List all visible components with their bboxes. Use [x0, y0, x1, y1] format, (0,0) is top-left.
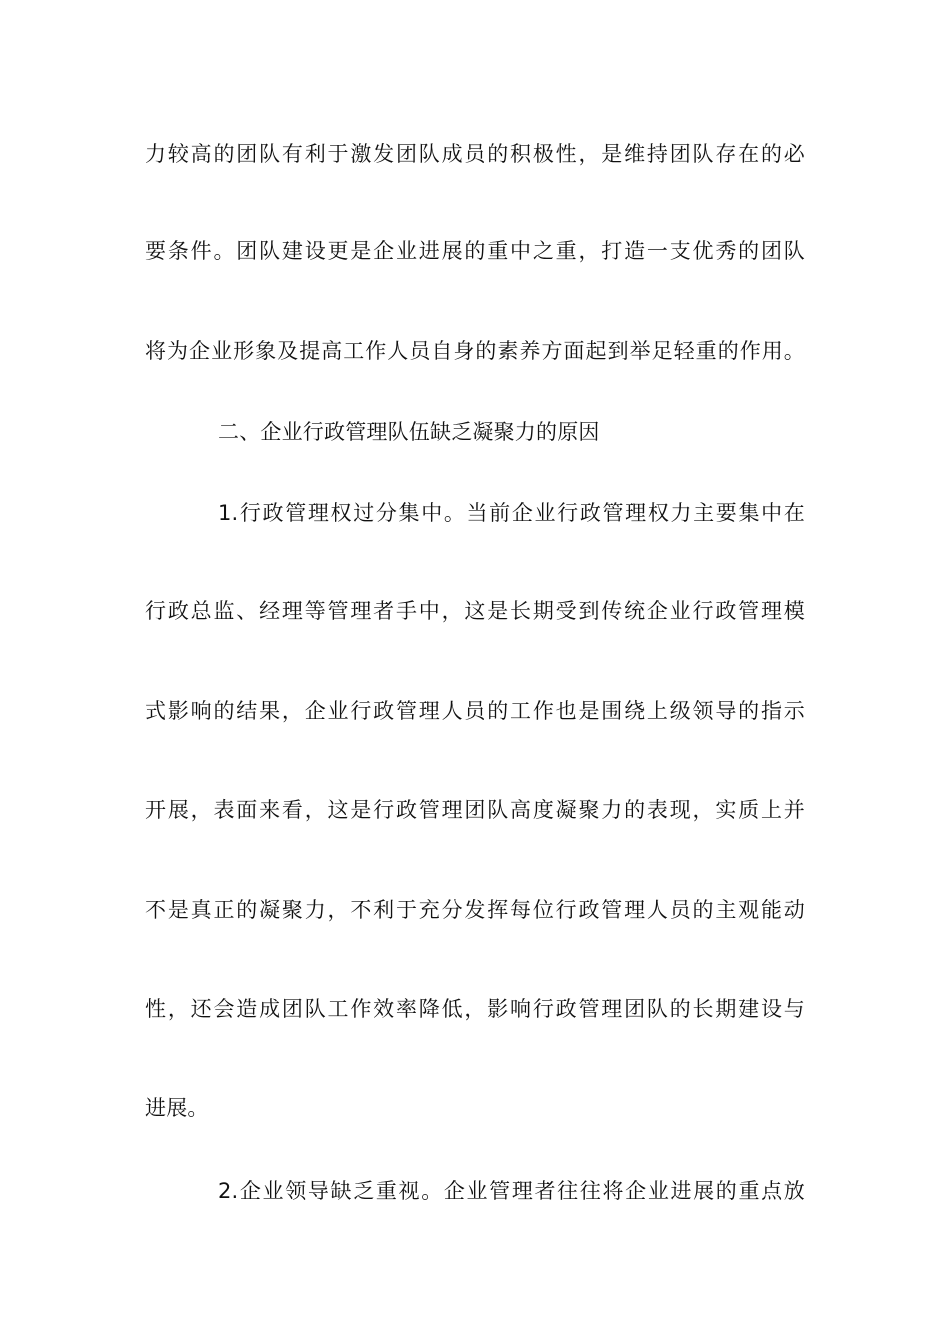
paragraph-line: 2.企业领导缺乏重视。企业管理者往往将企业进展的重点放 — [218, 1179, 805, 1203]
paragraph-line: 式影响的结果，企业行政管理人员的工作也是围绕上级领导的指示 — [145, 699, 805, 723]
paragraph-line: 不是真正的凝聚力，不利于充分发挥每位行政管理人员的主观能动 — [145, 898, 805, 922]
paragraph-line: 性，还会造成团队工作效率降低，影响行政管理团队的长期建设与 — [145, 997, 805, 1021]
paragraph-line: 力较高的团队有利于激发团队成员的积极性，是维持团队存在的必 — [145, 142, 805, 166]
paragraph-line: 1.行政管理权过分集中。当前企业行政管理权力主要集中在 — [218, 501, 805, 525]
paragraph-line: 要条件。团队建设更是企业进展的重中之重，打造一支优秀的团队 — [145, 239, 805, 263]
paragraph-line: 行政总监、经理等管理者手中，这是长期受到传统企业行政管理模 — [145, 599, 805, 623]
paragraph-line: 开展，表面来看，这是行政管理团队高度凝聚力的表现，实质上并 — [145, 798, 805, 822]
paragraph-line: 进展。 — [145, 1096, 209, 1120]
section-heading: 二、企业行政管理队伍缺乏凝聚力的原因 — [218, 420, 600, 444]
paragraph-line: 将为企业形象及提高工作人员自身的素养方面起到举足轻重的作用。 — [145, 339, 805, 363]
